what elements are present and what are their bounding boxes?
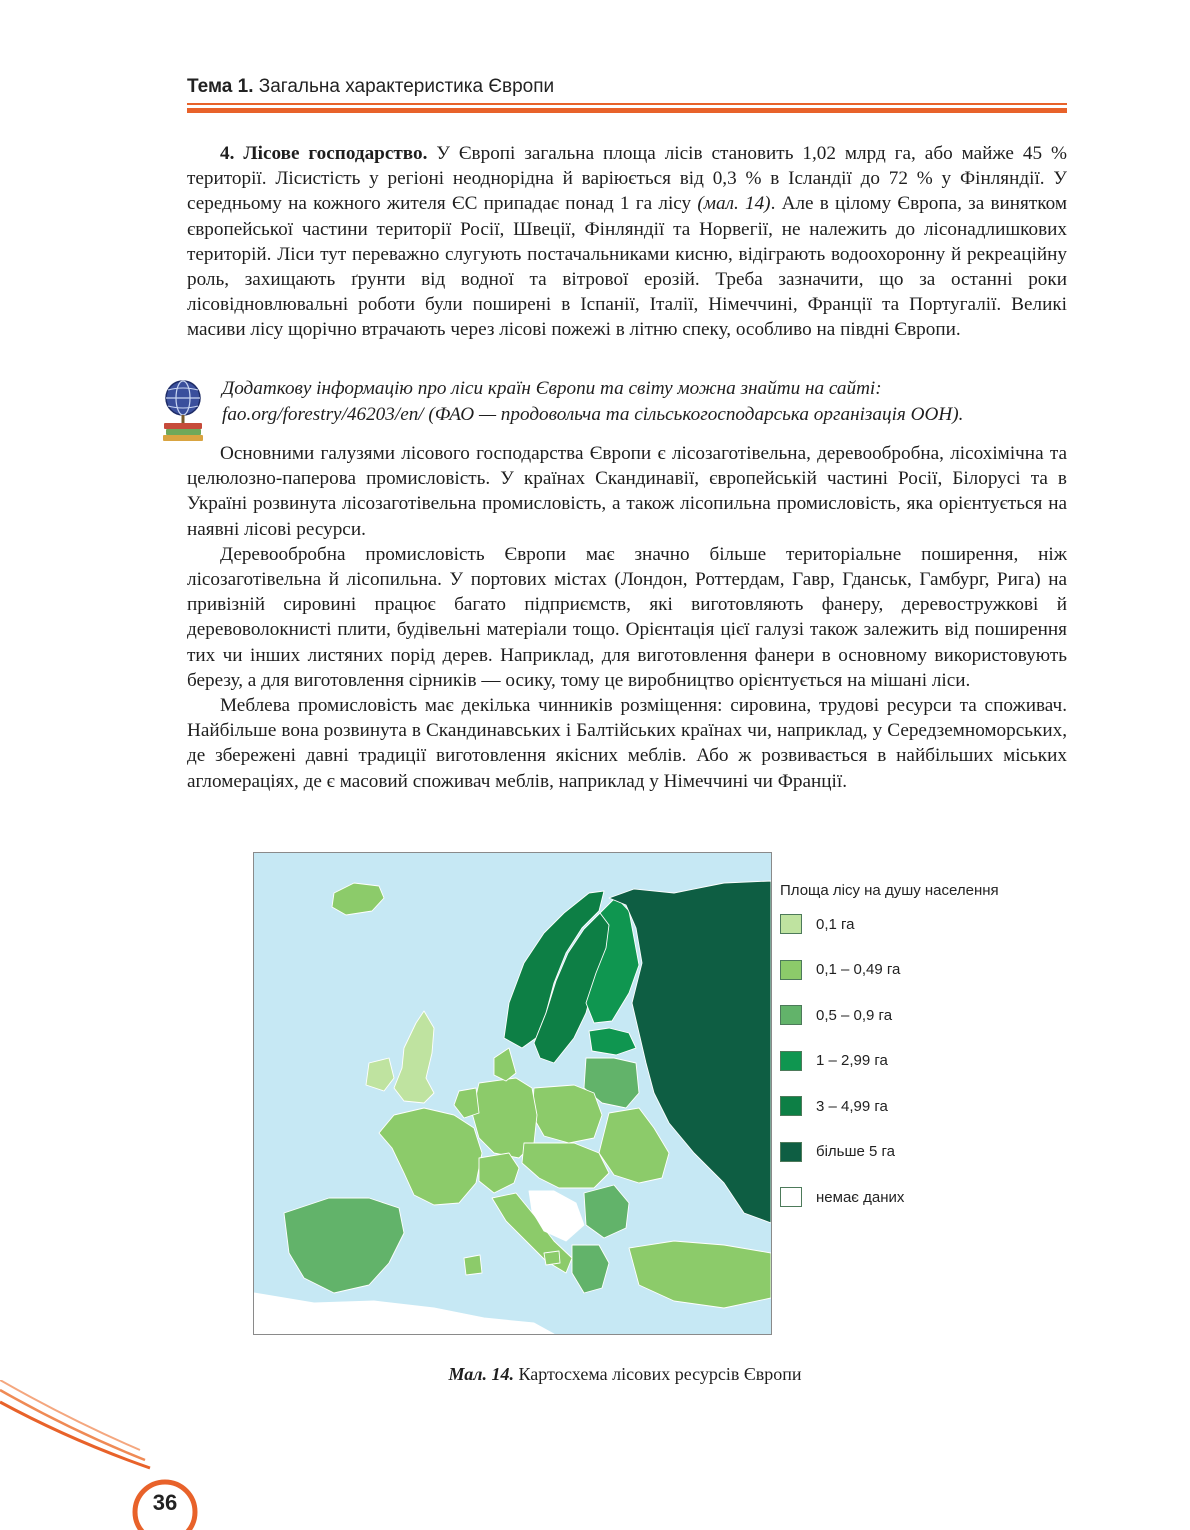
header-rule-thick — [187, 108, 1067, 113]
section-forestry — [187, 141, 1067, 343]
page-number: 36 — [152, 1490, 178, 1515]
caption-label: Мал. 14. — [448, 1364, 514, 1384]
caption-text: Картосхема лісових ресурсів Європи — [513, 1364, 802, 1384]
map-svg — [254, 853, 771, 1334]
legend-item — [780, 1186, 1070, 1208]
legend-rows — [780, 913, 1070, 1208]
legend-swatch — [780, 1142, 802, 1162]
paragraph: Основними галузями лісового господарства Європи є лісозаготівельна, деревообробна, лісохімічна та целюлозно-паперова промисловість. У країнах Скандинавії, європейській частині Росії, Білорусі та в Україні розвинута лісозаготівельна промисловість, а також лісопильна промисловість, яка орієнтується на наявні лісові ресурси. — [187, 443, 1067, 540]
page-corner-swoosh — [0, 1380, 230, 1530]
legend-item — [780, 1141, 1070, 1163]
info-note — [222, 376, 1067, 428]
globe-books-icon — [161, 377, 205, 443]
topic-title — [187, 76, 554, 98]
legend-swatch — [780, 1096, 802, 1116]
legend-label: 3 – 4,99 га — [816, 1097, 888, 1115]
legend-label: 0,1 га — [816, 915, 855, 933]
legend-label: 0,1 – 0,49 га — [816, 961, 901, 978]
island-region — [464, 1255, 482, 1275]
figure-reference: (мал. 14) — [697, 193, 771, 215]
header-rule-thin — [187, 103, 1067, 105]
section-heading: 4. Лісове господарство. — [220, 143, 428, 164]
legend-swatch — [780, 914, 802, 934]
legend-title: Площа лісу на душу населення — [780, 882, 999, 899]
island-region — [544, 1251, 560, 1265]
topic-number: Тема 1. — [187, 76, 254, 97]
info-note-text: Додаткову інформацію про ліси країн Європи та світу можна знайти на сайті: fao.org/forestry/46203/en/ (ФАО — продовольча та сільськогосподарська організація ООН). — [222, 378, 964, 425]
legend-swatch — [780, 1005, 802, 1025]
paragraph-text: . Але в цілому Європа, за винятком європейської частини території Росії, Швеції, Фінляндії та Норвегії, не належить до лісонадлишкових територій. Ліси тут переважно слугують постачальниками кисню, відіграють водоохоронну й рекреаційну роль, захищають ґрунти від водної та вітрової ерозій. Треба зазначити, що за останні роки лісовідновлювальні роботи були поширені в Іспанії, Італії, Німеччині, Франції та Португалії. Великі масиви лісу щорічно втрачають через лісові пожежі в літню спеку, особливо на півдні Європи. — [187, 193, 1067, 341]
topic-name: Загальна характеристика Європи — [253, 76, 555, 97]
legend-item — [780, 1095, 1070, 1117]
legend-item — [780, 1004, 1070, 1026]
paragraph: Меблева промисловість має декілька чинників розміщення: сировина, трудові ресурси та споживач. Найбільше вона розвинута в Скандинавських і Балтійських країнах чи, наприклад, у Середземноморських, де збережені давні традиції виготовлення якісних меблів. Або ж розвивається в найбільших міських агломераціях, де є масовий споживач меблів, наприклад у Німеччині чи Франції. — [187, 695, 1067, 792]
legend-label: немає даних — [816, 1188, 905, 1206]
europe-forest-map — [253, 852, 772, 1335]
paragraph — [187, 141, 1067, 343]
section-industries — [187, 441, 1067, 794]
legend-label: 1 – 2,99 га — [816, 1052, 888, 1069]
legend-label: більше 5 га — [816, 1143, 896, 1160]
legend-label: 0,5 – 0,9 га — [816, 1006, 893, 1024]
legend-swatch — [780, 1051, 802, 1071]
paragraph: Деревообробна промисловість Європи має значно більше територіальне поширення, ніж лісозаготівельна й лісопильна. У портових містах (Лондон, Роттердам, Гавр, Гданськ, Гамбург, Рига) на привізній сировині працює багато підприємств, які виготовляють фанеру, деревостружкові й деревоволокнисті плити, будівельні матеріали тощо. Орієнтація цієї галузі також залежить від поширення тих чи інших листяних порід дерев. Наприклад, для виготовлення фанери в основному використовують березу, а для виготовлення сірників — осику, тому це виробництво орієнтується на мішані ліси. — [187, 543, 1067, 691]
paragraph-text: У Європі загальна площа лісів становить 1,02 млрд га, або майже 45 % території. Лісистість у регіоні неоднорідна й варіюється від 0,3 % в Ісландії до 72 % у Фінляндії. У середньому на кожного жителя ЄС припадає понад 1 га лісу — [187, 143, 1067, 215]
legend-swatch — [780, 960, 802, 980]
map-legend — [780, 882, 1070, 1232]
legend-item — [780, 913, 1070, 935]
legend-swatch — [780, 1187, 802, 1207]
legend-item — [780, 959, 1070, 981]
legend-item — [780, 1050, 1070, 1072]
